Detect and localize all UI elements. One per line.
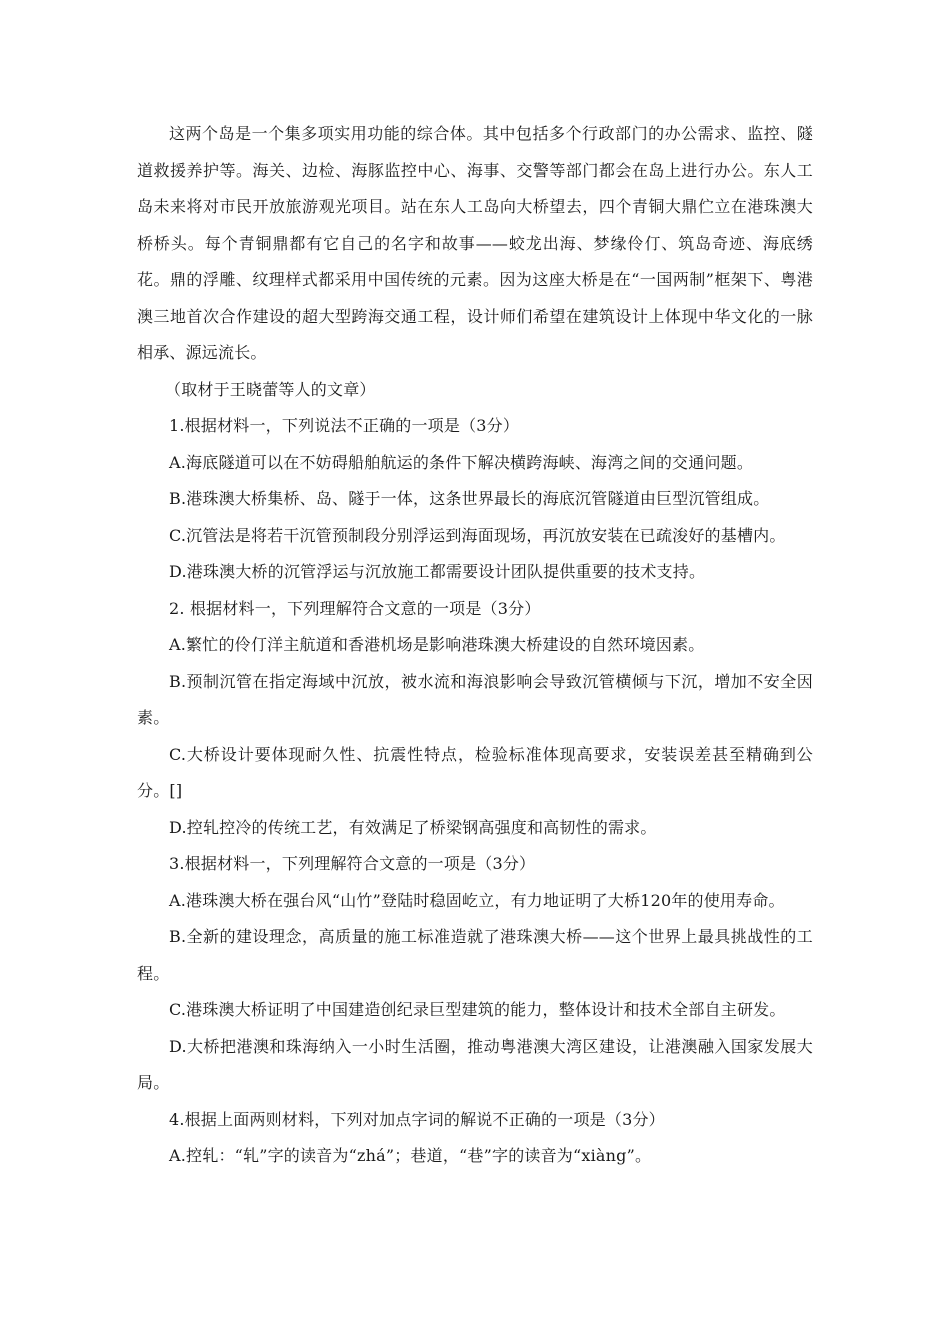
passage-paragraph: 这两个岛是一个集多项实用功能的综合体。其中包括多个行政部门的办公需求、监控、隧道救援养护等。海关、边检、海豚监控中心、海事、交警等部门都会在岛上进行办公。东人工岛未来将对市民开放旅游观光项目。站在东人工岛向大桥望去，四个青铜大鼎伫立在港珠澳大桥桥头。每个青铜鼎都有它自己的名字和故事——蛟龙出海、梦缘伶仃、筑岛奇迹、海底绣花。鼎的浮雕、纹理样式都采用中国传统的元素。因为这座大桥是在“一国两制”框架下、粤港澳三地首次合作建设的超大型跨海交通工程，设计师们希望在建筑设计上体现中华文化的一脉相承、源远流长。 (137, 124, 813, 362)
question-1-option-b: B.港珠澳大桥集桥、岛、隧于一体，这条世界最长的海底沉管隧道由巨型沉管组成。 (169, 489, 770, 508)
question-2-option-c: C.大桥设计要体现耐久性、抗震性特点，检验标准体现高要求，安装误差甚至精确到公分。[] (137, 744, 813, 800)
question-1-option-c: C.沉管法是将若干沉管预制段分别浮运到海面现场，再沉放安装在已疏浚好的基槽内。 (169, 525, 786, 545)
question-2-option-b: B.预制沉管在指定海域中沉放，被水流和海浪影响会导致沉管横倾与下沉，增加不安全因素。 (137, 671, 813, 727)
question-2-stem: 2. 根据材料一，下列理解符合文意的一项是（3分） (169, 598, 541, 618)
source-note: （取材于王晓蕾等人的文章） (165, 379, 376, 399)
question-3-stem: 3.根据材料一，下列理解符合文意的一项是（3分） (169, 854, 536, 873)
question-1-stem: 1.根据材料一，下列说法不正确的一项是（3分） (169, 416, 520, 435)
question-4-option-a: A.控轧：“轧”字的读音为“zhá”；巷道，“巷”字的读音为“xiàng”。 (169, 1146, 652, 1165)
question-3-option-b: B.全新的建设理念，高质量的施工标准造就了港珠澳大桥——这个世界上最具挑战性的工程。 (137, 927, 813, 983)
question-1-option-a: A.海底隧道可以在不妨碍船舶航运的条件下解决横跨海峡、海湾之间的交通问题。 (169, 452, 754, 472)
question-2-option-a: A.繁忙的伶仃洋主航道和香港机场是影响港珠澳大桥建设的自然环境因素。 (169, 635, 705, 654)
question-1-option-d: D.港珠澳大桥的沉管浮运与沉放施工都需要设计团队提供重要的技术支持。 (169, 562, 706, 581)
question-3-option-d: D.大桥把港澳和珠海纳入一小时生活圈，推动粤港澳大湾区建设，让港澳融入国家发展大局。 (137, 1036, 813, 1092)
question-2-option-d: D.控轧控冷的传统工艺，有效满足了桥梁钢高强度和高韧性的需求。 (169, 817, 657, 837)
question-3-option-c: C.港珠澳大桥证明了中国建造创纪录巨型建筑的能力，整体设计和技术全部自主研发。 (169, 1000, 786, 1019)
question-3-option-a: A.港珠澳大桥在强台风“山竹”登陆时稳固屹立，有力地证明了大桥120年的使用寿命。 (169, 890, 785, 910)
question-4-stem: 4.根据上面两则材料，下列对加点字词的解说不正确的一项是（3分） (169, 1109, 665, 1129)
document-body (137, 116, 813, 1175)
